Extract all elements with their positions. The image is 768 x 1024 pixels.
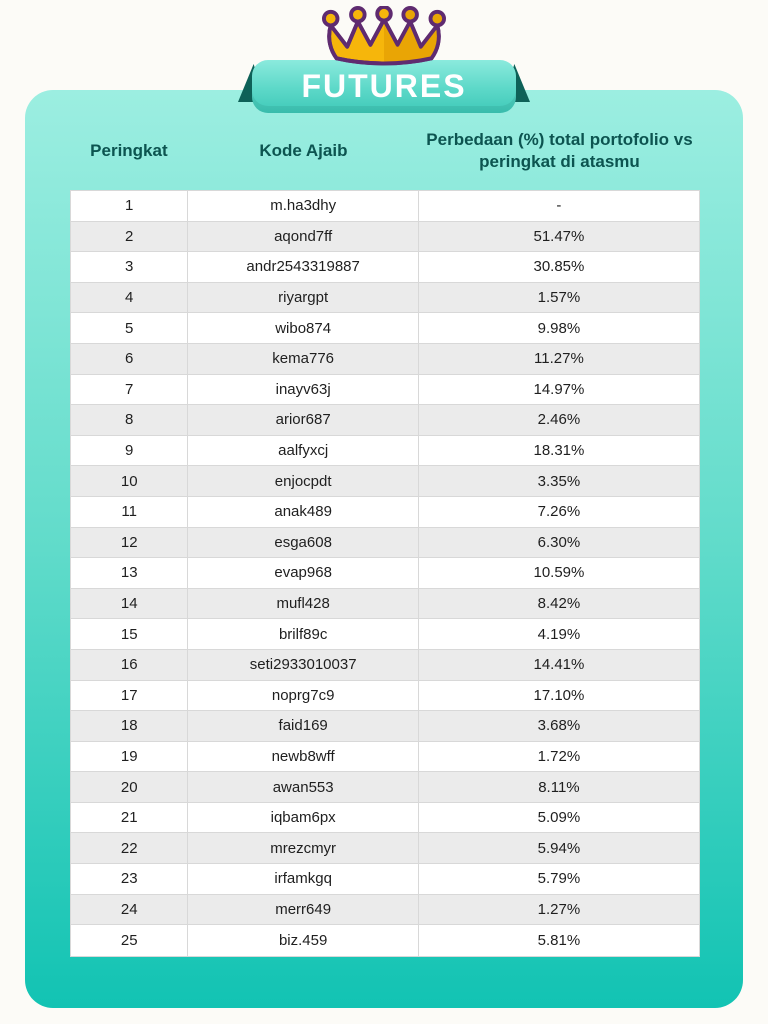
cell-rank: 10 xyxy=(71,466,188,497)
cell-code: irfamkgq xyxy=(188,864,418,895)
table-row xyxy=(71,466,699,497)
cell-rank: 19 xyxy=(71,742,188,773)
table-row xyxy=(71,191,699,222)
table-row xyxy=(71,864,699,895)
table-row xyxy=(71,925,699,956)
cell-code: aqond7ff xyxy=(188,222,418,253)
cell-code: riyargpt xyxy=(188,283,418,314)
cell-diff: 8.42% xyxy=(419,589,699,620)
table-row xyxy=(71,497,699,528)
banner-title: FUTURES xyxy=(301,68,467,104)
header-cell-code: Kode Ajaib xyxy=(259,140,348,160)
cell-rank: 2 xyxy=(71,222,188,253)
table-row xyxy=(71,283,699,314)
cell-code: esga608 xyxy=(188,528,418,559)
cell-rank: 21 xyxy=(71,803,188,834)
table-row xyxy=(71,895,699,926)
cell-code: enjocpdt xyxy=(188,466,418,497)
table-row xyxy=(71,375,699,406)
cell-rank: 12 xyxy=(71,528,188,559)
cell-rank: 1 xyxy=(71,191,188,222)
table-row xyxy=(71,711,699,742)
cell-code: andr2543319887 xyxy=(188,252,418,283)
table-row xyxy=(71,558,699,589)
cell-diff: 3.68% xyxy=(419,711,699,742)
cell-rank: 14 xyxy=(71,589,188,620)
table-row xyxy=(71,405,699,436)
table-row xyxy=(71,772,699,803)
cell-diff: 5.09% xyxy=(419,803,699,834)
cell-diff: - xyxy=(419,191,699,222)
cell-rank: 11 xyxy=(71,497,188,528)
cell-code: aalfyxcj xyxy=(188,436,418,467)
cell-diff: 1.72% xyxy=(419,742,699,773)
cell-code: mufl428 xyxy=(188,589,418,620)
cell-diff: 2.46% xyxy=(419,405,699,436)
cell-code: wibo874 xyxy=(188,313,418,344)
table-row xyxy=(71,681,699,712)
cell-code: newb8wff xyxy=(188,742,418,773)
cell-rank: 4 xyxy=(71,283,188,314)
cell-diff: 5.81% xyxy=(537,932,581,950)
table-row xyxy=(71,528,699,559)
cell-code: m.ha3dhy xyxy=(188,191,418,222)
leaderboard-table xyxy=(70,190,700,957)
cell-diff: 30.85% xyxy=(419,252,699,283)
crown-icon xyxy=(314,6,454,68)
cell-code: faid169 xyxy=(188,711,418,742)
cell-rank: 17 xyxy=(71,681,188,712)
cell-diff: 18.31% xyxy=(419,436,699,467)
table-row xyxy=(71,222,699,253)
cell-rank: 13 xyxy=(71,558,188,589)
cell-rank: 3 xyxy=(71,252,188,283)
cell-diff: 4.19% xyxy=(419,619,699,650)
cell-diff: 5.79% xyxy=(419,864,699,895)
table-row xyxy=(71,833,699,864)
table-row xyxy=(71,344,699,375)
cell-code: noprg7c9 xyxy=(188,681,418,712)
table-row xyxy=(71,619,699,650)
table-row xyxy=(71,436,699,467)
cell-diff: 14.97% xyxy=(419,375,699,406)
cell-rank: 18 xyxy=(71,711,188,742)
cell-rank: 9 xyxy=(71,436,188,467)
cell-code: mrezcmyr xyxy=(188,833,418,864)
table-row xyxy=(71,252,699,283)
cell-diff: 1.27% xyxy=(419,895,699,926)
table-row xyxy=(71,313,699,344)
cell-rank: 24 xyxy=(71,895,188,926)
leaderboard-panel xyxy=(25,90,743,1008)
cell-rank: 16 xyxy=(71,650,188,681)
cell-code: seti2933010037 xyxy=(188,650,418,681)
cell-diff: 8.11% xyxy=(419,772,699,803)
table-row xyxy=(71,650,699,681)
cell-code: evap968 xyxy=(188,558,418,589)
cell-diff: 17.10% xyxy=(419,681,699,712)
cell-rank: 25 xyxy=(71,925,188,956)
cell-diff: 6.30% xyxy=(419,528,699,559)
cell-diff: 1.57% xyxy=(419,283,699,314)
cell-diff: 51.47% xyxy=(419,222,699,253)
cell-rank: 15 xyxy=(71,619,188,650)
cell-rank: 23 xyxy=(71,864,188,895)
cell-code: merr649 xyxy=(188,895,418,926)
cell-diff: 10.59% xyxy=(419,558,699,589)
cell-code: iqbam6px xyxy=(188,803,418,834)
cell-code: arior687 xyxy=(188,405,418,436)
cell-rank: 22 xyxy=(71,833,188,864)
table-row xyxy=(71,742,699,773)
table-row xyxy=(71,589,699,620)
cell-diff: 3.35% xyxy=(419,466,699,497)
cell-rank: 5 xyxy=(71,313,188,344)
header-cell-rank: Peringkat xyxy=(90,140,168,160)
cell-code: brilf89c xyxy=(188,619,418,650)
table-header-row xyxy=(70,118,700,184)
cell-code: kema776 xyxy=(188,344,418,375)
table-row xyxy=(71,803,699,834)
cell-diff: 14.41% xyxy=(419,650,699,681)
cell-diff: 5.94% xyxy=(419,833,699,864)
cell-diff: 11.27% xyxy=(419,344,699,375)
cell-rank: 6 xyxy=(71,344,188,375)
cell-rank: 20 xyxy=(71,772,188,803)
header-cell-diff: Perbedaan (%) total portofolio vs peringkat di atasmu xyxy=(426,129,693,171)
cell-rank: 8 xyxy=(71,405,188,436)
cell-code: biz.459 xyxy=(188,925,418,956)
cell-rank: 7 xyxy=(71,375,188,406)
cell-diff: 9.98% xyxy=(419,313,699,344)
cell-code: anak489 xyxy=(188,497,418,528)
cell-code: awan553 xyxy=(188,772,418,803)
cell-diff: 7.26% xyxy=(419,497,699,528)
cell-code: inayv63j xyxy=(188,375,418,406)
